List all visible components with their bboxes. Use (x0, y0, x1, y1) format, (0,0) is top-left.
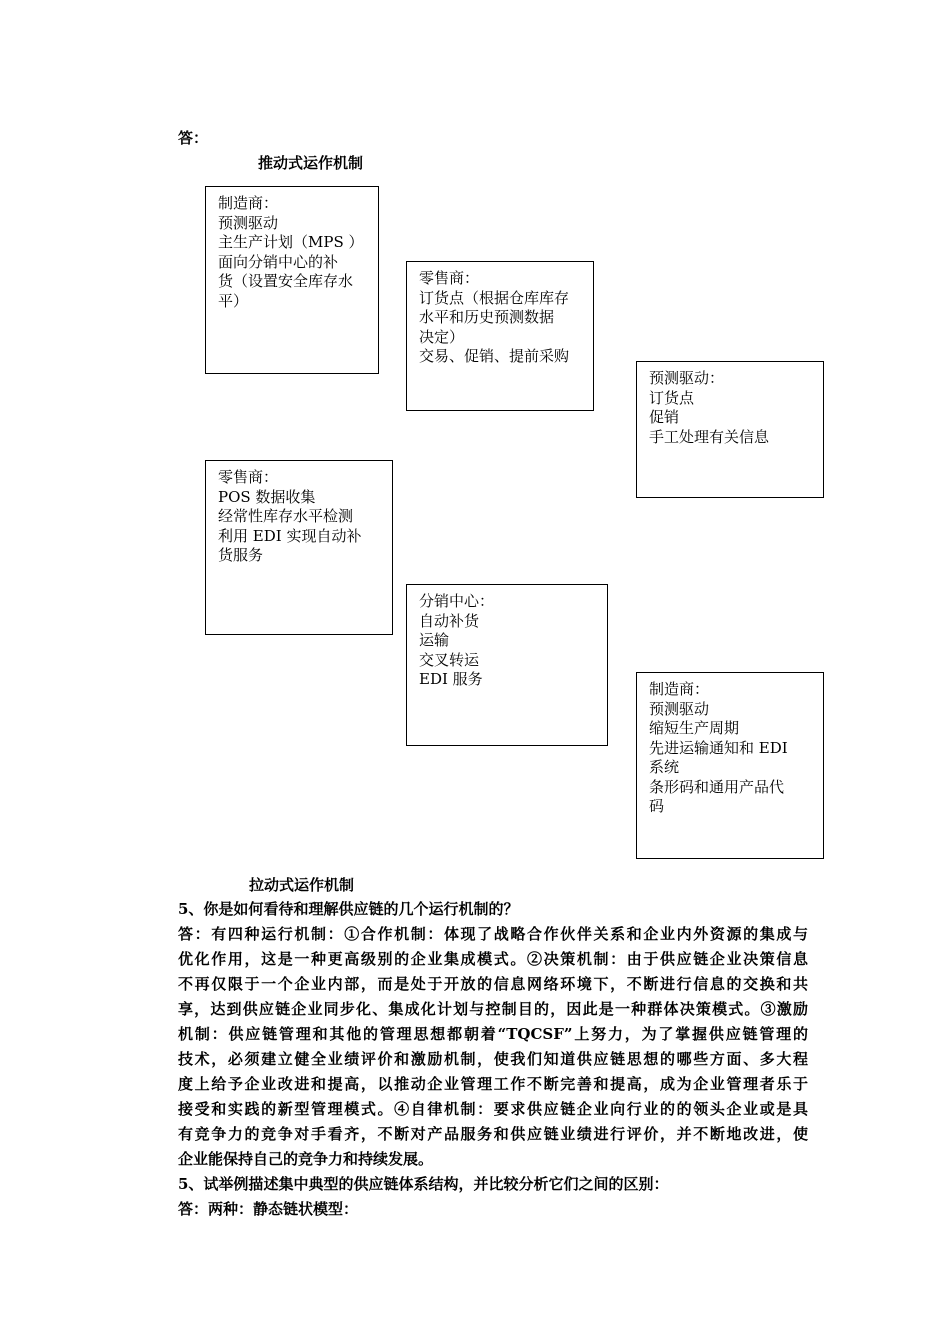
box-line: 决定） (419, 327, 465, 346)
box-line: 经常性库存水平检测 (218, 507, 354, 525)
box-line: 平） (218, 291, 249, 310)
answer-line: 不再仅限于一个企业内部，而是处于开放的信息网络环境下，不断进行信息的交换和共 (178, 975, 808, 993)
box-line: 面向分销中心的补 (218, 252, 339, 271)
box-line: 零售商： (419, 269, 480, 287)
box-line: 先进运输通知和 EDI (649, 738, 788, 757)
box-line: POS 数据收集 (218, 487, 316, 506)
box-line: 交叉转运 (419, 650, 480, 669)
box-line: EDI 服务 (419, 670, 483, 688)
question-1 (178, 897, 808, 922)
box-line: 预测驱动 (218, 213, 279, 232)
answer-1 (178, 922, 808, 1172)
box-line: 订货点（根据仓库库存 (419, 288, 570, 307)
box-line: 制造商： (218, 194, 279, 212)
answer-label: 答： (178, 129, 209, 147)
box-line: 订货点 (649, 388, 695, 407)
question-text: 5、试举例描述集中典型的供应链体系结构，并比较分析它们之间的区别： (178, 1175, 669, 1193)
answer-line: 机制：供应链管理和其他的管理思想都朝着“TQCSF”上努力，为了掌握供应链管理的 (178, 1025, 808, 1043)
box-line: 预测驱动 (649, 699, 710, 718)
box-line: 手工处理有关信息 (649, 427, 770, 446)
box-line: 交易、促销、提前采购 (419, 347, 570, 365)
pull-box-distribution (406, 584, 608, 746)
pull-box-retailer (205, 460, 393, 635)
box-line: 缩短生产周期 (649, 719, 740, 737)
push-box-manufacturer (205, 186, 379, 374)
answer-line: 技术，必须建立健全业绩评价和激励机制，使我们知道供应链思想的哪些方面、多大程 (178, 1050, 808, 1068)
push-box-retailer (406, 261, 594, 411)
box-line: 水平和历史预测数据 (419, 308, 555, 326)
push-title: 推动式运作机制 (258, 154, 364, 172)
box-line: 制造商： (649, 680, 710, 698)
box-line: 自动补货 (419, 611, 480, 630)
question-text: 5、你是如何看待和理解供应链的几个运行机制的？ (178, 900, 519, 918)
box-line: 利用 EDI 实现自动补 (218, 526, 362, 545)
push-box-forecast (636, 361, 824, 498)
box-line: 货服务 (218, 546, 264, 564)
box-line: 运输 (419, 631, 450, 649)
box-line: 促销 (649, 408, 680, 426)
answer-line: 度上给予企业改进和提高，以推动企业管理工作不断完善和提高，成为企业管理者乐于 (178, 1075, 808, 1093)
answer-line: 享，达到供应链企业同步化、集成化计划与控制目的，因此是一种群体决策模式。③激励 (178, 1000, 808, 1018)
answer-line: 答：有四种运行机制：①合作机制：体现了战略合作伙伴关系和企业内外资源的集成与 (178, 925, 808, 943)
box-line: 条形码和通用产品代 (649, 777, 785, 796)
box-line: 货（设置安全库存水 (218, 272, 354, 290)
box-line: 主生产计划（MPS ） (218, 233, 364, 251)
box-line: 码 (649, 797, 665, 815)
answer-line: 答：两种：静态链状模型： (178, 1200, 359, 1218)
answer-line: 优化作用，这是一种更高级别的企业集成模式。②决策机制：由于供应链企业决策信息 (178, 950, 808, 968)
box-line: 零售商： (218, 468, 279, 486)
box-line: 系统 (649, 758, 680, 776)
pull-title: 拉动式运作机制 (249, 876, 355, 894)
answer-line: 接受和实践的新型管理模式。④自律机制：要求供应链企业向行业的的领头企业或是具 (178, 1100, 808, 1118)
question-2 (178, 1172, 808, 1197)
answer-line: 企业能保持自己的竞争力和持续发展。 (178, 1150, 434, 1168)
answer-line: 有竞争力的竞争对手看齐，不断对产品服务和供应链业绩进行评价，并不断地改进，使 (178, 1125, 808, 1143)
answer-2 (178, 1197, 808, 1222)
pull-box-manufacturer (636, 672, 824, 859)
box-line: 预测驱动： (649, 369, 725, 387)
box-line: 分销中心： (419, 592, 495, 610)
